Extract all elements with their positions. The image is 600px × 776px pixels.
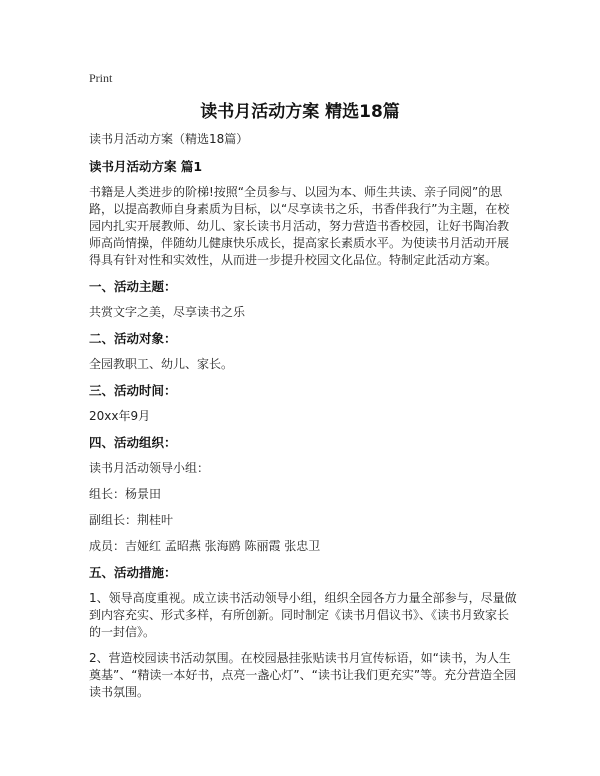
vice-leader-line: 副组长：荆桂叶 bbox=[89, 513, 174, 527]
leader-line: 组长：杨景田 bbox=[89, 487, 162, 501]
document-body bbox=[89, 130, 519, 710]
theme-text: 共赏文字之美，尽享读书之乐 bbox=[89, 305, 246, 319]
heading-measures: 五、活动措施： bbox=[89, 565, 177, 580]
measure-2: 2、营造校园读书活动氛围。在校园悬挂张贴读书月宣传标语，如“读书，为人生奠基”、“精读一本好书，点亮一盏心灯”、“读书让我们更充实”等。充分营造全园读书氛围。 bbox=[89, 651, 517, 699]
heading-theme: 一、活动主题： bbox=[89, 279, 177, 294]
audience-text: 全园教职工、幼儿、家长。 bbox=[89, 357, 234, 371]
print-label[interactable]: Print bbox=[89, 71, 113, 85]
heading-organization: 四、活动组织： bbox=[89, 435, 177, 450]
heading-time: 三、活动时间： bbox=[89, 383, 177, 398]
intro-paragraph: 书籍是人类进步的阶梯!按照“全员参与、以园为本、师生共读、亲子同阅”的思路，以提高教师自身素质为目标，以“尽享读书之乐，书香伴我行”为主题，在校园内扎实开展教师、幼儿、家长读书月活动，努力营造书香校园，让好书陶冶教师高尚情操，伴随幼儿健康快乐成长，提高家长素质水平。为使读书月活动开展得具有针对性和实效性，从而进一步提升校园文化品位。特制定此活动方案。 bbox=[89, 185, 510, 267]
document-title: 读书月活动方案 精选18篇 bbox=[200, 102, 400, 122]
org-intro: 读书月活动领导小组： bbox=[89, 461, 210, 475]
measure-1: 1、领导高度重视。成立读书活动领导小组，组织全园各方力量全部参与，尽量做到内容充实、形式多样，有所创新。同时制定《读书月倡议书》、《读书月致家长的一封信》。 bbox=[89, 591, 517, 639]
time-text: 20xx年9月 bbox=[89, 409, 151, 423]
heading-audience: 二、活动对象： bbox=[89, 331, 177, 346]
document-subtitle: 读书月活动方案（精选18篇） bbox=[89, 132, 249, 146]
members-line: 成员：吉娅红 孟昭燕 张海鸥 陈丽霞 张忠卫 bbox=[89, 539, 321, 553]
section-title: 读书月活动方案 篇1 bbox=[89, 159, 203, 174]
